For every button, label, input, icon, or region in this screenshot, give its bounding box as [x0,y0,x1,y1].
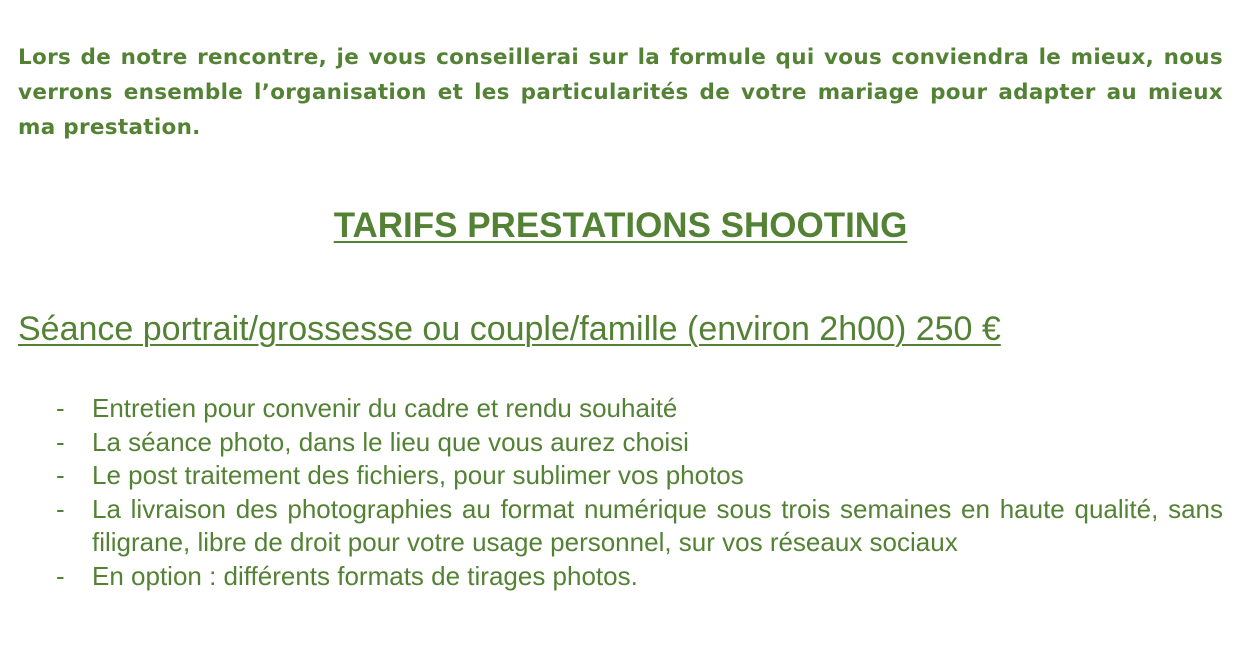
list-item [52,493,1223,560]
bullet-dash: - [56,493,65,524]
list-item-text: La livraison des photographies au format numérique sous trois semaines en haute qualité, sans filigrane, libre de droit pour votre usage personnel, sur vos réseaux sociaux [92,493,1223,557]
list-item [52,560,1223,594]
list-item-text: En option : différents formats de tirages photos. [92,560,638,591]
bullet-dash: - [56,393,65,423]
bullet-dash: - [56,460,65,490]
section-title-text: TARIFS PRESTATIONS SHOOTING [333,206,908,245]
list-item-text: La séance photo, dans le lieu que vous aurez choisi [92,426,689,457]
list-item [52,392,1223,426]
list-item [52,426,1223,460]
offer-title: Séance portrait/grossesse ou couple/famille (environ 2h00) 250 € [18,310,1001,348]
bullet-dash: - [56,426,65,457]
list-item-text: Le post traitement des fichiers, pour sublimer vos photos [92,460,744,490]
intro-paragraph: Lors de notre rencontre, je vous conseillerai sur la formule qui vous conviendra le mieux, nous verrons ensemble l’organisation et les particularités de votre mariage pour adapter au mieux ma prestation. [18,45,1223,140]
list-item-text: Entretien pour convenir du cadre et rendu souhaité [92,393,678,423]
section-title [0,202,1241,250]
bullet-dash: - [56,560,65,591]
feature-list [52,392,1223,593]
list-item [52,459,1223,493]
